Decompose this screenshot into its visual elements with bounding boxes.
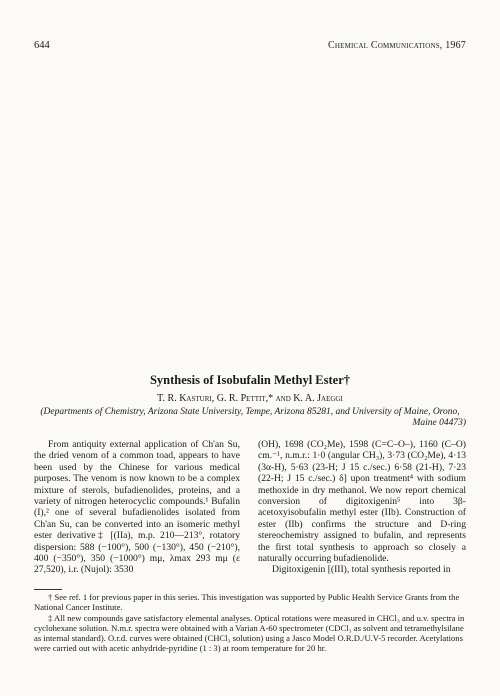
footnote-double-dagger: ‡ All new compounds gave satisfactory elemental analyses. Optical rotations were measured in CHCl₃ and u.v. spectra in cyclohexane solution. N.m.r. spectra were obtained with a Varian A-60 spectrometer (CDCl₃ as solvent and tetramethylsilane as internal standard). O.r.d. curves were obtained (CHCl₃ solution) using a Jasco Model O.R.D./U.V-5 recorder. Acetylations were carried out with acetic anhydride-pyridine (1 : 3) at room temperature for 20 hr. xyxy=(34,612,465,654)
running-header xyxy=(34,40,466,54)
journal-name: Chemical Communications, 1967 xyxy=(327,40,466,51)
affiliation: (Departments of Chemistry, Arizona State University, Tempe, Arizona 85281, and University of Maine, Orono, xyxy=(40,407,460,417)
footnote-divider xyxy=(34,589,62,590)
page-number: 644 xyxy=(34,40,50,51)
article-title: Synthesis of Isobufalin Methyl Ester† xyxy=(149,373,351,387)
body-column-right xyxy=(258,439,466,576)
body-column-left: From antiquity external application of Ch'an Su, the dried venom of a common toad, appears to have been used by the Chinese for various medical purposes. The venom is now known to be a complex mixture of sterols, bufadienolides, proteins, and a variety of nitrogen heterocyclic compounds.¹ Bufalin (I),² one of several bufadienolides isolated from Ch'an Su, can be converted into an isomeric methyl ester derivative‡ [(IIa), m.p. 210—213°, rotatory dispersion: 588 (−100°), 500 (−130°), 450 (−210°), 400 (−350°), 350 (−1000°) mμ, λmax 293 mμ (ε 27,520), i.r. (Nujol): 3530 xyxy=(34,439,240,576)
footnote-dagger: † See ref. 1 for previous paper in this series. This investigation was supported by Public Health Service Grants from the National Cancer Institute. xyxy=(34,592,460,613)
body-paragraph: Digitoxigenin [(III), total synthesis reported in xyxy=(272,564,451,576)
body-paragraph: (OH), 1698 (CO₂Me), 1598 (C=C–O–), 1160 (C–O) cm.⁻¹, n.m.r.: 1·0 (angular CH₃), 3·73 (CO₂Me), 4·13 (3α-H), 5·63 (23-H; J 15 c./sec.) 6·58 (21-H), 7·23 (22-H; J 15 c./sec.) δ] upon treatment⁴ with sodium methoxide in dry methanol. We now report chemical conversion of digitoxigenin⁵ into 3β-acetoxyisobufalin methyl ester (IIb). Construction of ester (IIb) confirms the structure and D-ring stereochemistry assigned to bufalin, and represents the first total synthesis to approach so closely a naturally occurring bufadienolide. xyxy=(258,439,466,565)
affiliation-continued: Maine 04473) xyxy=(412,418,466,428)
footnotes xyxy=(34,592,466,654)
author-list: T. R. Kasturi, G. R. Pettit,* and K. A. Jaeggi xyxy=(157,393,343,404)
